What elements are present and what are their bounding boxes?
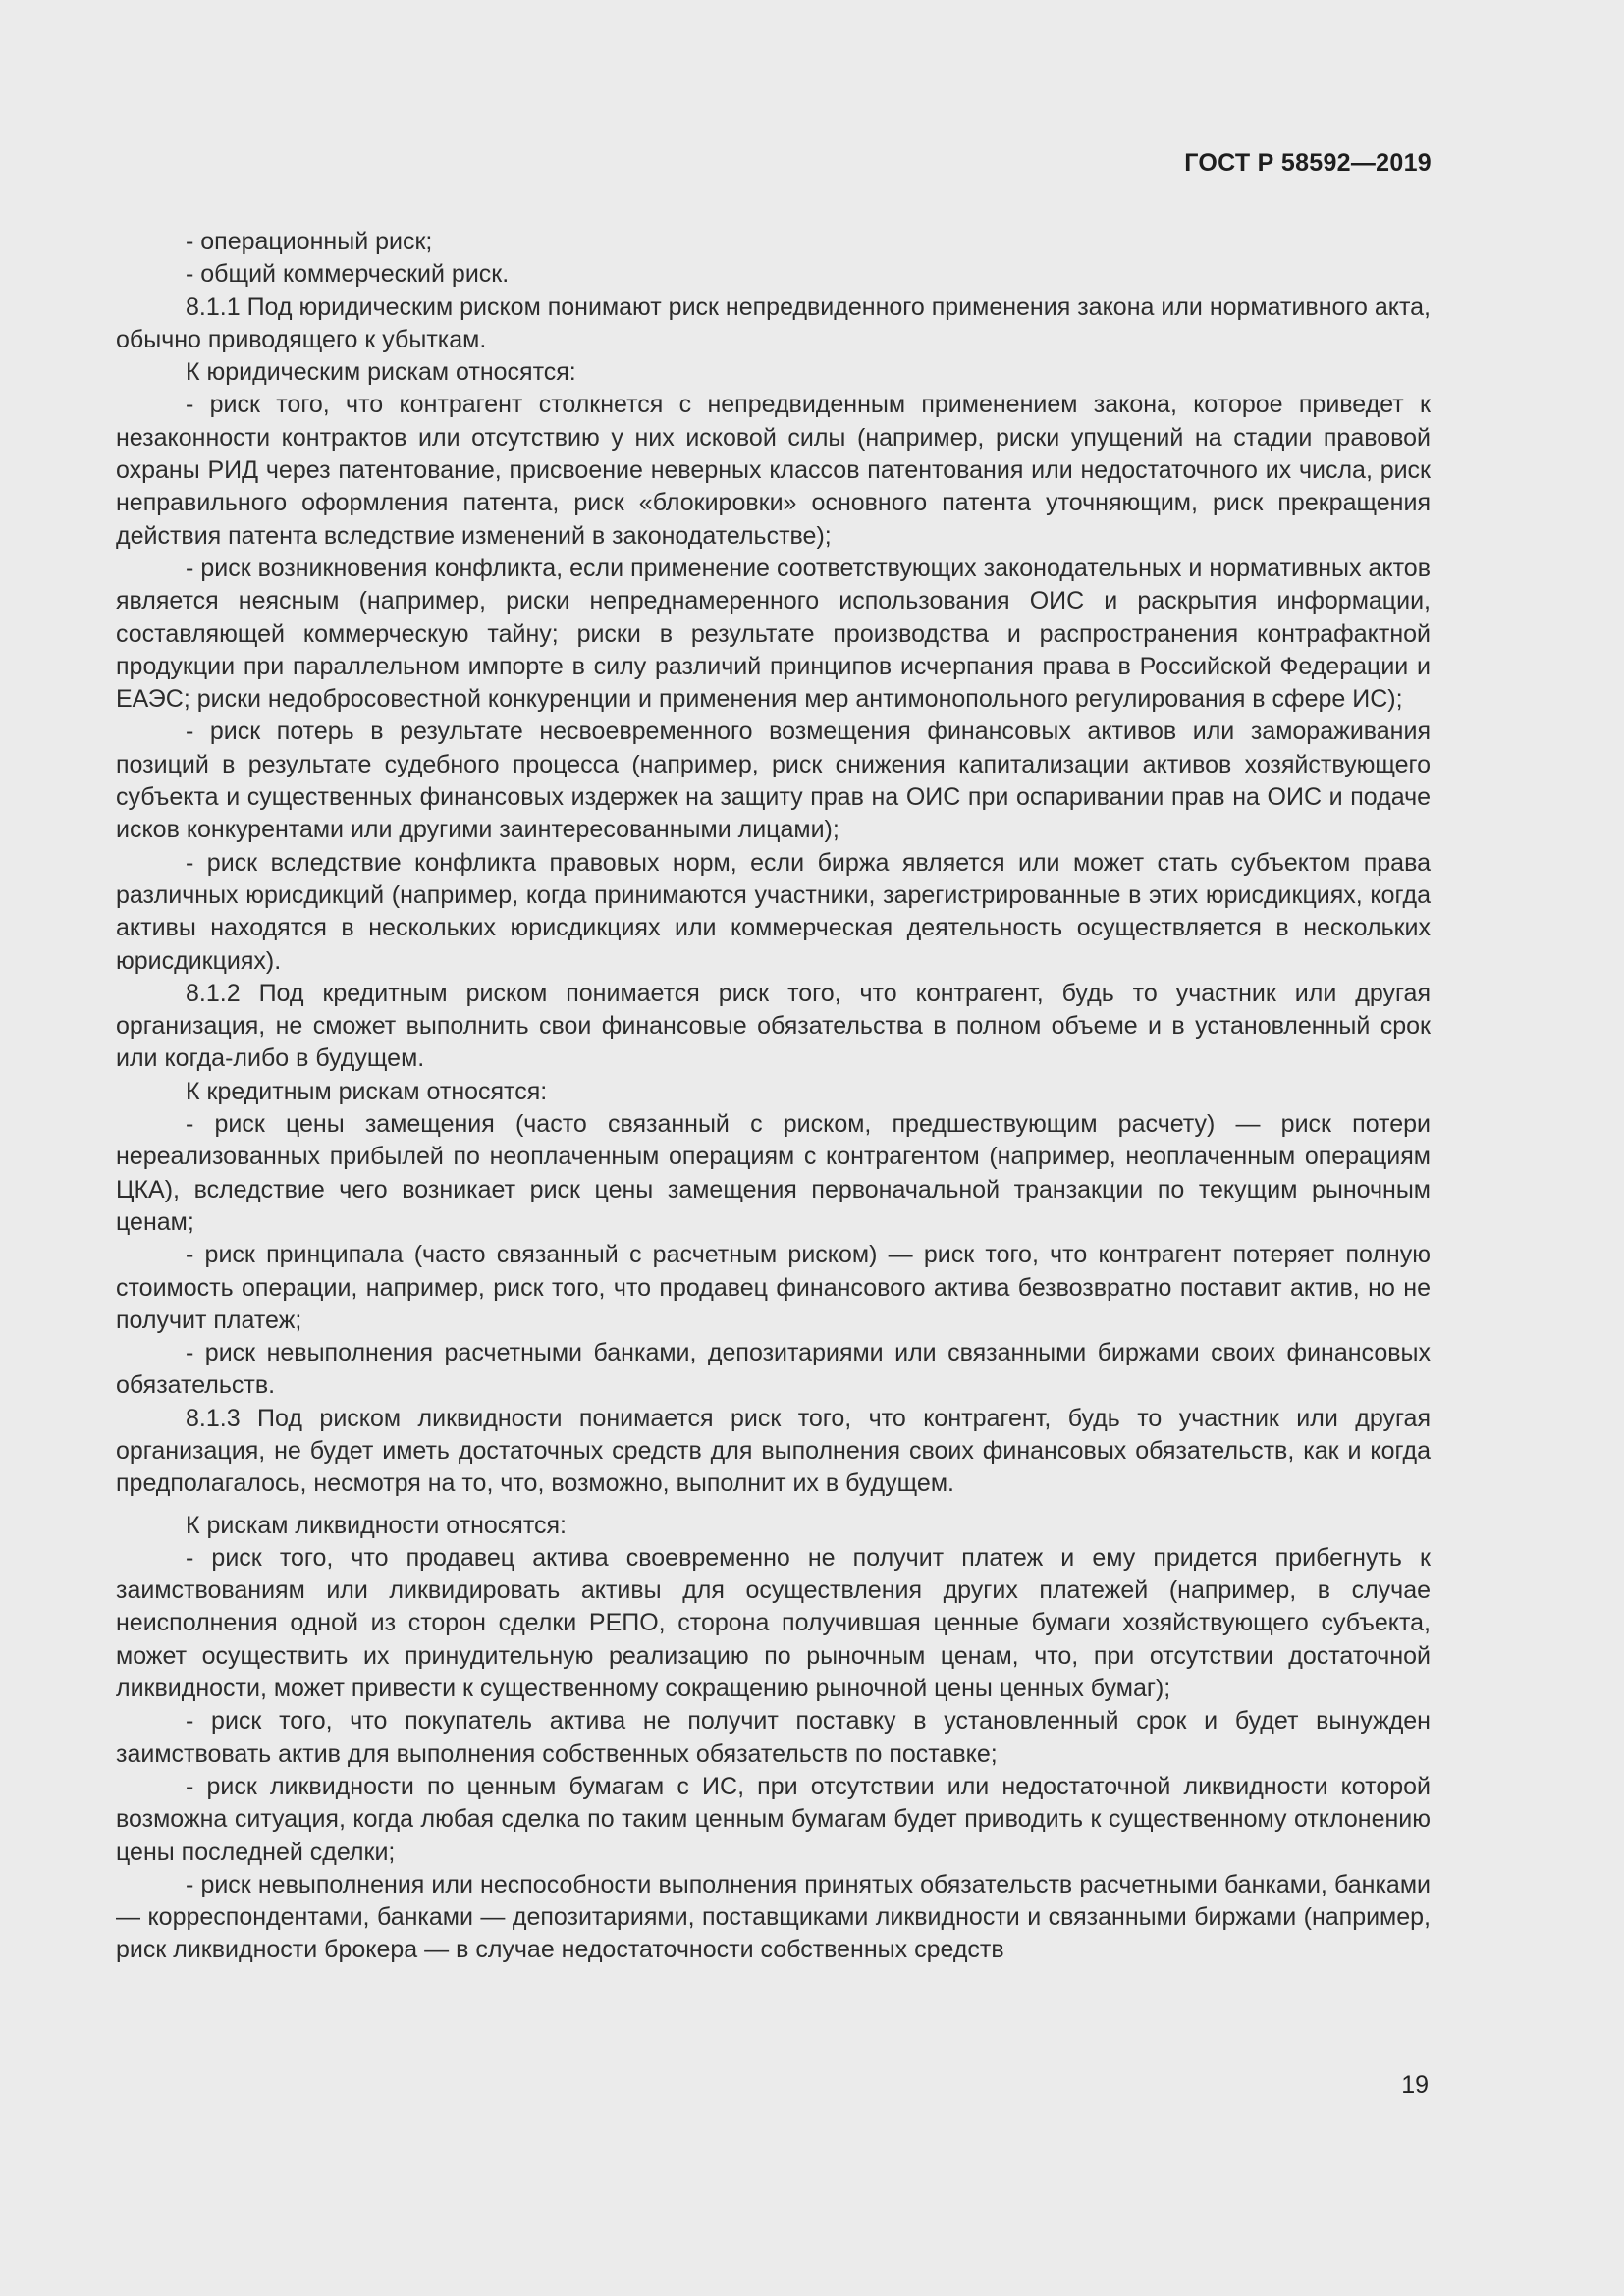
paragraph: 8.1.3 Под риском ликвидности понимается риск того, что контрагент, будь то участник или другая организация, не будет иметь достаточных средств для выполнения своих финансовых обязательств, как и когда предполагалось, несмотря на то, что, возможно, выполнит их в будущем.	[116, 1404, 1431, 1498]
paragraph: - риск того, что продавец актива своевременно не получит платеж и ему придется прибегнуть к заимствованиям или ликвидировать активы для осуществления других платежей (например, в случае неисполнения одной из сторон сделки РЕПО, сторона получившая ценные бумаги хозяйствующего субъекта, может осуществить их принудительную реализацию по рыночным ценам, что, при отсутствии достаточной ликвидности, может привести к существенному сокращению рыночной цены ценных бумаг);	[116, 1543, 1431, 1703]
paragraph: 8.1.1 Под юридическим риском понимают риск непредвиденного применения закона или нормативного акта, обычно приводящего к убыткам.	[116, 293, 1431, 353]
page-number: 19	[1401, 2071, 1429, 2099]
paragraph: - риск вследствие конфликта правовых норм, если биржа является или может стать субъектом права различных юрисдикций (например, когда принимаются участники, зарегистрированные в этих юрисдикциях, когда активы находятся в нескольких юрисдикциях или коммерческая деятельность осуществляется в нескольких юрисдикциях).	[116, 848, 1431, 975]
paragraph: К кредитным рискам относятся:	[186, 1077, 548, 1105]
document-id-header: ГОСТ Р 58592—2019	[1184, 149, 1432, 177]
paragraph: - риск невыполнения расчетными банками, депозитариями или связанными биржами своих финансовых обязательств.	[116, 1339, 1431, 1400]
paragraph: - риск возникновения конфликта, если применение соответствующих законодательных и нормативных актов является неясным (например, риски непреднамеренного использования ОИС и раскрытия информации, составляющей коммерческую тайну; риски в результате производства и распространения контрафактной продукции при параллельном импорте в силу различий принципов исчерпания права в Российской Федерации и ЕАЭС; риски недобросовестной конкуренции и применения мер антимонопольного регулирования в сфере ИС);	[116, 554, 1431, 714]
paragraph: - риск невыполнения или неспособности выполнения принятых обязательств расчетными банками, банками — корреспондентами, банками — депозитариями, поставщиками ликвидности и связанными биржами (например, риск ликвидности брокера — в случае недостаточности собственных средств	[116, 1870, 1431, 1964]
paragraph: - риск ликвидности по ценным бумагам с ИС, при отсутствии или недостаточной ликвидности которой возможна ситуация, когда любая сделка по таким ценным бумагам будет приводить к существенному отклонению цены последней сделки;	[116, 1772, 1431, 1866]
paragraph: - риск цены замещения (часто связанный с риском, предшествующим расчету) — риск потери нереализованных прибылей по неоплаченным операциям с контрагентом (например, неоплаченным операциям ЦКА), вследствие чего возникает риск цены замещения первоначальной транзакции по текущим рыночным ценам;	[116, 1110, 1431, 1236]
body-text	[116, 226, 1431, 1967]
paragraph: - риск того, что контрагент столкнется с непредвиденным применением закона, которое приведет к незаконности контрактов или отсутствию у них исковой силы (например, риски упущений на стадии правовой охраны РИД через патентование, присвоение неверных классов патентования или недостаточного их числа, риск неправильного оформления патента, риск «блокировки» основного патента уточняющим, риск прекращения действия патента вследствие изменений в законодательстве);	[116, 391, 1431, 550]
paragraph: - общий коммерческий риск.	[186, 260, 510, 289]
paragraph: - риск принципала (часто связанный с расчетным риском) — риск того, что контрагент потеряет полную стоимость операции, например, риск того, что продавец финансового актива безвозвратно поставит актив, но не получит платеж;	[116, 1241, 1431, 1334]
paragraph: - риск потерь в результате несвоевременного возмещения финансовых активов или замораживания позиций в результате судебного процесса (например, риск снижения капитализации активов хозяйствующего субъекта и существенных финансовых издержек на защиту прав на ОИС при оспаривании прав на ОИС и подаче исков конкурентами или другими заинтересованными лицами);	[116, 718, 1431, 844]
paragraph: К рискам ликвидности относятся:	[186, 1511, 568, 1539]
paragraph: К юридическим рискам относятся:	[186, 358, 576, 387]
paragraph: - риск того, что покупатель актива не получит поставку в установленный срок и будет вынужден заимствовать актив для выполнения собственных обязательств по поставке;	[116, 1707, 1431, 1768]
paragraph: - операционный риск;	[186, 228, 433, 255]
paragraph: 8.1.2 Под кредитным риском понимается риск того, что контрагент, будь то участник или другая организация, не сможет выполнить свои финансовые обязательства в полном объеме и в установленный срок или когда-либо в будущем.	[116, 979, 1431, 1073]
